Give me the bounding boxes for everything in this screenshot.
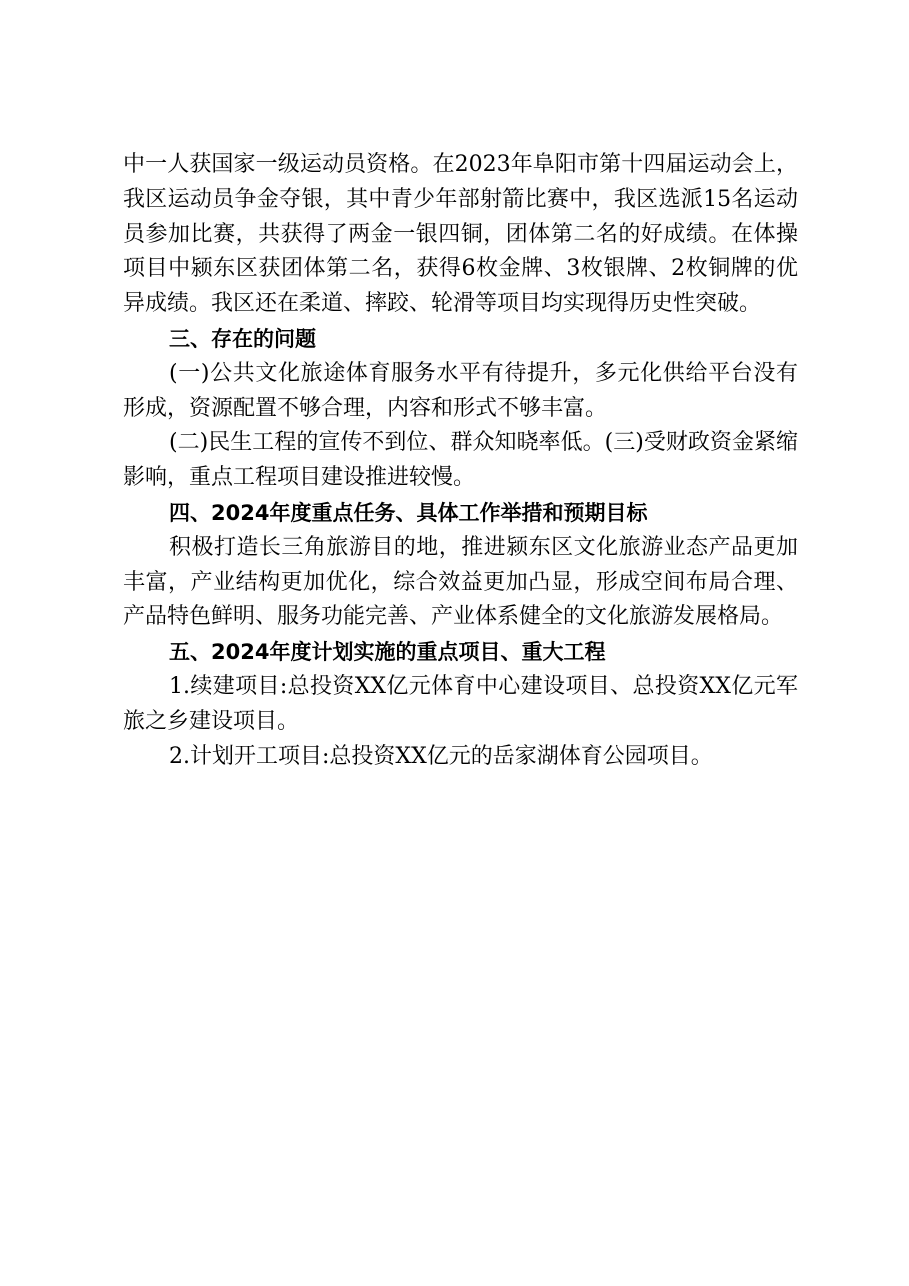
paragraph-problem-publicity-funding: (二)民生工程的宣传不到位、群众知晓率低。(三)受财政资金紧缩影响，重点工程项目建设推进较慢。	[123, 430, 798, 491]
paragraph-new-projects: 2.计划开工项目:总投资XX亿元的岳家湖体育公园项目。	[169, 743, 713, 769]
paragraph-continued-projects: 1.续建项目:总投资XX亿元体育中心建设项目、总投资XX亿元军旅之乡建设项目。	[123, 673, 798, 734]
paragraph-problem-service: (一)公共文化旅途体育服务水平有待提升，多元化供给平台没有形成，资源配置不够合理，内容和形式不够丰富。	[123, 360, 798, 421]
document-body	[123, 148, 798, 774]
paragraph-athletics-results: 中一人获国家一级运动员资格。在2023年阜阳市第十四届运动会上，我区运动员争金夺银，其中青少年部射箭比赛中，我区选派15名运动员参加比赛，共获得了两金一银四铜，团体第二名的好成绩。在体操项目中颍东区获团体第二名，获得6枚金牌、3枚银牌、2枚铜牌的优异成绩。我区还在柔道、摔跤、轮滑等项目均实现得历史性突破。	[123, 152, 798, 317]
paragraph-tourism-goals: 积极打造长三角旅游目的地，推进颍东区文化旅游业态产品更加丰富，产业结构更加优化，综合效益更加凸显，形成空间布局合理、产品特色鲜明、服务功能完善、产业体系健全的文化旅游发展格局。	[123, 534, 798, 630]
section-heading-key-projects: 五、2024年度计划实施的重点项目、重大工程	[169, 640, 606, 665]
section-heading-key-tasks: 四、2024年度重点任务、具体工作举措和预期目标	[169, 500, 648, 525]
section-heading-problems: 三、存在的问题	[169, 326, 316, 351]
